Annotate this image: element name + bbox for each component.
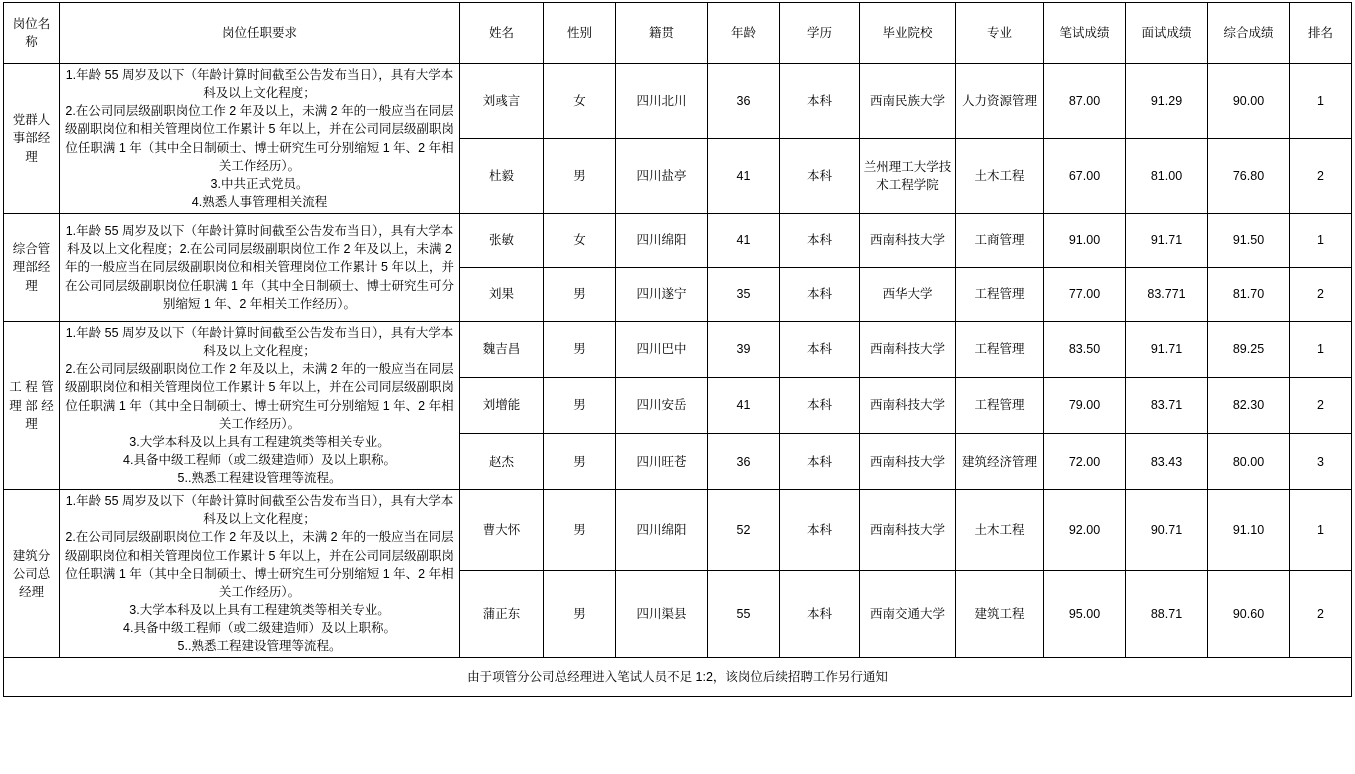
candidate-age-cell: 35 (708, 268, 780, 322)
candidate-age-cell: 36 (708, 434, 780, 490)
column-header-rank: 排名 (1290, 3, 1352, 64)
written-score-cell: 77.00 (1044, 268, 1126, 322)
total-score-cell: 91.50 (1208, 214, 1290, 268)
written-score-cell: 72.00 (1044, 434, 1126, 490)
table-row (4, 322, 1352, 378)
column-header-age: 年龄 (708, 3, 780, 64)
candidate-sex-cell: 女 (544, 64, 616, 139)
interview-score-cell: 83.71 (1126, 378, 1208, 434)
interview-score-cell: 91.29 (1126, 64, 1208, 139)
table-body (4, 64, 1352, 697)
candidate-education-cell: 本科 (780, 268, 860, 322)
post-requirement-cell: 1.年龄 55 周岁及以下（年龄计算时间截至公告发布当日），具有大学本科及以上文化程度；2.在公司同层级副职岗位工作 2 年及以上，未满 2 年的一般应当在同层级副职岗位和相关管理岗位工作累计 5 年以上，并在公司同层级副职岗位任职满 1 年（其中全日制硕士、博士研究生可分别缩短 1 年、2 年相关工作经历）。 (60, 214, 460, 322)
written-score-cell: 92.00 (1044, 490, 1126, 571)
written-score-cell: 91.00 (1044, 214, 1126, 268)
candidate-major-cell: 土木工程 (956, 139, 1044, 214)
rank-cell: 1 (1290, 214, 1352, 268)
candidate-school-cell: 西南科技大学 (860, 490, 956, 571)
candidate-education-cell: 本科 (780, 139, 860, 214)
post-requirement-cell: 1.年龄 55 周岁及以下（年龄计算时间截至公告发布当日），具有大学本科及以上文化程度； 2.在公司同层级副职岗位工作 2 年及以上，未满 2 年的一般应当在同层级副职岗位和相关管理岗位工作累计 5 年以上，并在公司同层级副职岗位任职满 1 年（其中全日制硕士、博士研究生可分别缩短 1 年、2 年相关工作经历）。 3.大学本科及以上具有工程建筑类等相关专业。 4.具备中级工程师（或二级建造师）及以上职称。 5..熟悉工程建设管理等流程。 (60, 490, 460, 658)
candidate-age-cell: 55 (708, 570, 780, 657)
candidate-age-cell: 39 (708, 322, 780, 378)
column-header-total-score: 综合成绩 (1208, 3, 1290, 64)
candidate-major-cell: 工程管理 (956, 268, 1044, 322)
interview-score-cell: 91.71 (1126, 214, 1208, 268)
written-score-cell: 83.50 (1044, 322, 1126, 378)
rank-cell: 1 (1290, 490, 1352, 571)
candidate-major-cell: 工程管理 (956, 322, 1044, 378)
candidate-age-cell: 41 (708, 139, 780, 214)
candidate-education-cell: 本科 (780, 490, 860, 571)
candidate-school-cell: 西南科技大学 (860, 378, 956, 434)
total-score-cell: 81.70 (1208, 268, 1290, 322)
rank-cell: 2 (1290, 139, 1352, 214)
interview-score-cell: 83.771 (1126, 268, 1208, 322)
candidate-school-cell: 西南科技大学 (860, 214, 956, 268)
candidate-sex-cell: 男 (544, 139, 616, 214)
rank-cell: 1 (1290, 322, 1352, 378)
candidate-education-cell: 本科 (780, 378, 860, 434)
interview-score-cell: 81.00 (1126, 139, 1208, 214)
written-score-cell: 79.00 (1044, 378, 1126, 434)
candidate-major-cell: 工商管理 (956, 214, 1044, 268)
candidate-origin-cell: 四川盐亭 (616, 139, 708, 214)
candidate-major-cell: 建筑工程 (956, 570, 1044, 657)
candidate-origin-cell: 四川绵阳 (616, 490, 708, 571)
candidate-school-cell: 兰州理工大学技术工程学院 (860, 139, 956, 214)
candidate-school-cell: 西南科技大学 (860, 322, 956, 378)
candidate-origin-cell: 四川北川 (616, 64, 708, 139)
recruitment-results-table (3, 2, 1352, 697)
candidate-name-cell: 张敏 (460, 214, 544, 268)
candidate-sex-cell: 男 (544, 434, 616, 490)
candidate-age-cell: 41 (708, 214, 780, 268)
table-row (4, 490, 1352, 571)
candidate-origin-cell: 四川绵阳 (616, 214, 708, 268)
candidate-sex-cell: 男 (544, 570, 616, 657)
candidate-age-cell: 41 (708, 378, 780, 434)
column-header-name: 姓名 (460, 3, 544, 64)
candidate-education-cell: 本科 (780, 434, 860, 490)
column-header-major: 专业 (956, 3, 1044, 64)
rank-cell: 2 (1290, 378, 1352, 434)
candidate-name-cell: 刘彧言 (460, 64, 544, 139)
candidate-sex-cell: 女 (544, 214, 616, 268)
candidate-education-cell: 本科 (780, 322, 860, 378)
footnote-cell: 由于项管分公司总经理进入笔试人员不足 1:2，该岗位后续招聘工作另行通知 (4, 658, 1352, 697)
total-score-cell: 91.10 (1208, 490, 1290, 571)
interview-score-cell: 91.71 (1126, 322, 1208, 378)
written-score-cell: 87.00 (1044, 64, 1126, 139)
header-row (4, 3, 1352, 64)
candidate-name-cell: 杜毅 (460, 139, 544, 214)
interview-score-cell: 90.71 (1126, 490, 1208, 571)
candidate-school-cell: 西南科技大学 (860, 434, 956, 490)
candidate-education-cell: 本科 (780, 570, 860, 657)
total-score-cell: 90.60 (1208, 570, 1290, 657)
candidate-school-cell: 西华大学 (860, 268, 956, 322)
table-row (4, 64, 1352, 139)
candidate-name-cell: 魏吉昌 (460, 322, 544, 378)
interview-score-cell: 88.71 (1126, 570, 1208, 657)
written-score-cell: 95.00 (1044, 570, 1126, 657)
candidate-major-cell: 工程管理 (956, 378, 1044, 434)
candidate-name-cell: 曹大怀 (460, 490, 544, 571)
table-header (4, 3, 1352, 64)
total-score-cell: 76.80 (1208, 139, 1290, 214)
candidate-sex-cell: 男 (544, 490, 616, 571)
candidate-origin-cell: 四川渠县 (616, 570, 708, 657)
total-score-cell: 90.00 (1208, 64, 1290, 139)
rank-cell: 3 (1290, 434, 1352, 490)
rank-cell: 1 (1290, 64, 1352, 139)
post-name-cell: 建筑分公司总经理 (4, 490, 60, 658)
candidate-origin-cell: 四川遂宁 (616, 268, 708, 322)
candidate-name-cell: 刘增能 (460, 378, 544, 434)
table-row (4, 214, 1352, 268)
column-header-requirement: 岗位任职要求 (60, 3, 460, 64)
candidate-sex-cell: 男 (544, 268, 616, 322)
rank-cell: 2 (1290, 268, 1352, 322)
rank-cell: 2 (1290, 570, 1352, 657)
written-score-cell: 67.00 (1044, 139, 1126, 214)
candidate-education-cell: 本科 (780, 64, 860, 139)
post-name-cell: 工 程 管 理 部 经 理 (4, 322, 60, 490)
candidate-sex-cell: 男 (544, 322, 616, 378)
candidate-major-cell: 建筑经济管理 (956, 434, 1044, 490)
candidate-major-cell: 人力资源管理 (956, 64, 1044, 139)
post-requirement-cell: 1.年龄 55 周岁及以下（年龄计算时间截至公告发布当日），具有大学本科及以上文化程度； 2.在公司同层级副职岗位工作 2 年及以上，未满 2 年的一般应当在同层级副职岗位和相关管理岗位工作累计 5 年以上，并在公司同层级副职岗位任职满 1 年（其中全日制硕士、博士研究生可分别缩短 1 年、2 年相关工作经历）。 3.中共正式党员。 4.熟悉人事管理相关流程 (60, 64, 460, 214)
interview-score-cell: 83.43 (1126, 434, 1208, 490)
candidate-school-cell: 西南交通大学 (860, 570, 956, 657)
column-header-origin: 籍贯 (616, 3, 708, 64)
candidate-origin-cell: 四川巴中 (616, 322, 708, 378)
column-header-written-score: 笔试成绩 (1044, 3, 1126, 64)
post-requirement-cell: 1.年龄 55 周岁及以下（年龄计算时间截至公告发布当日），具有大学本科及以上文化程度； 2.在公司同层级副职岗位工作 2 年及以上，未满 2 年的一般应当在同层级副职岗位和相关管理岗位工作累计 5 年以上，并在公司同层级副职岗位任职满 1 年（其中全日制硕士、博士研究生可分别缩短 1 年、2 年相关工作经历）。 3.大学本科及以上具有工程建筑类等相关专业。 4.具备中级工程师（或二级建造师）及以上职称。 5..熟悉工程建设管理等流程。 (60, 322, 460, 490)
post-name-cell: 综合管理部经理 (4, 214, 60, 322)
candidate-age-cell: 36 (708, 64, 780, 139)
candidate-school-cell: 西南民族大学 (860, 64, 956, 139)
column-header-education: 学历 (780, 3, 860, 64)
candidate-name-cell: 刘果 (460, 268, 544, 322)
column-header-school: 毕业院校 (860, 3, 956, 64)
candidate-origin-cell: 四川安岳 (616, 378, 708, 434)
column-header-post: 岗位名称 (4, 3, 60, 64)
candidate-education-cell: 本科 (780, 214, 860, 268)
candidate-name-cell: 赵杰 (460, 434, 544, 490)
candidate-sex-cell: 男 (544, 378, 616, 434)
candidate-name-cell: 蒲正东 (460, 570, 544, 657)
candidate-origin-cell: 四川旺苍 (616, 434, 708, 490)
total-score-cell: 82.30 (1208, 378, 1290, 434)
column-header-interview-score: 面试成绩 (1126, 3, 1208, 64)
column-header-sex: 性别 (544, 3, 616, 64)
candidate-age-cell: 52 (708, 490, 780, 571)
footnote-row (4, 658, 1352, 697)
total-score-cell: 80.00 (1208, 434, 1290, 490)
post-name-cell: 党群人事部经理 (4, 64, 60, 214)
candidate-major-cell: 土木工程 (956, 490, 1044, 571)
total-score-cell: 89.25 (1208, 322, 1290, 378)
